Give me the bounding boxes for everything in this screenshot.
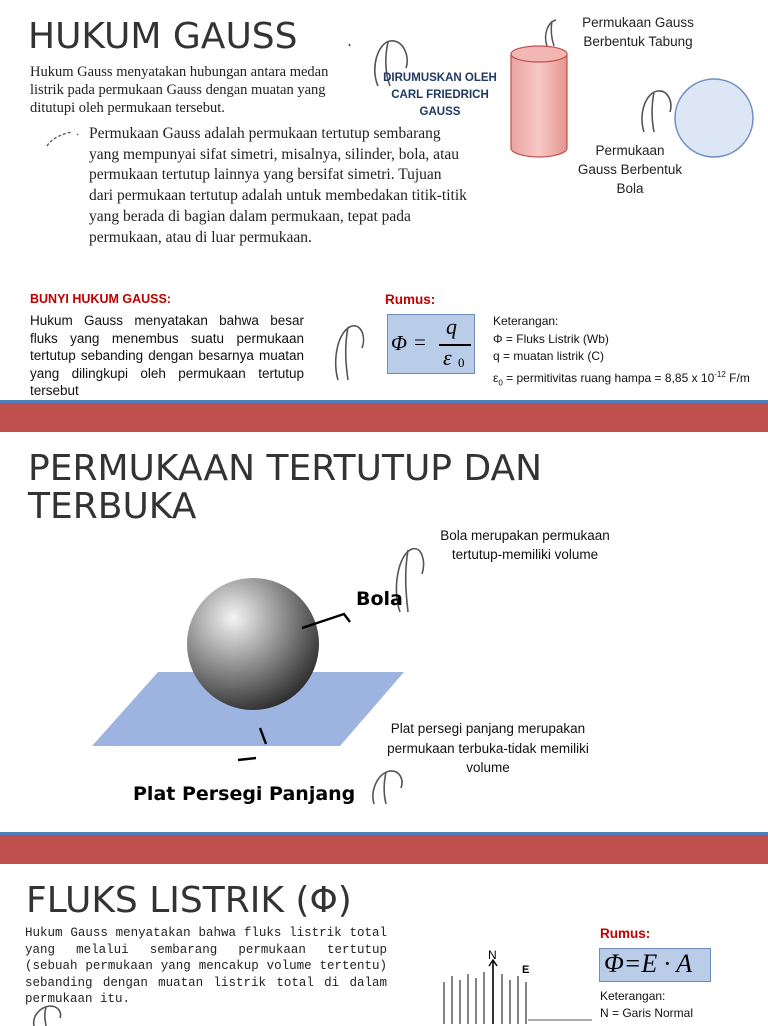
sphere-closed-note: Bola merupakan permukaan tertutup-memiliki volume: [440, 528, 610, 562]
keterangan-item: $\varepsilon_0$ = permitivitas ruang hampa = 8,85 x $10^{-12}$ F/m: [493, 369, 750, 387]
gauss-formula: [387, 314, 475, 374]
author-note: DIRUMUSKAN OLEH CARL FRIEDRICH GAUSS: [383, 72, 497, 118]
keterangan-heading: Keterangan:: [600, 989, 666, 1003]
sphere-label: Permukaan Gauss Berbentuk Bola: [577, 143, 683, 196]
formula-equals: =: [414, 330, 426, 354]
bola-pointer-line: [300, 600, 354, 630]
bola-label: Bola: [356, 588, 403, 610]
slide-separator-band: [0, 832, 768, 864]
keterangan-heading: Keterangan:: [493, 314, 559, 328]
cylinder-label: Permukaan Gauss Berbentuk Tabung: [582, 15, 694, 49]
keterangan-list: [493, 313, 750, 391]
annotation-mark-icon: [28, 1004, 72, 1026]
normal-label: N: [488, 948, 497, 962]
gauss-cylinder-shape: [508, 44, 570, 160]
slide1-title: HUKUM GAUSS: [28, 16, 298, 57]
rumus-heading: Rumus:: [385, 292, 436, 307]
annotation-dash-icon: [44, 128, 80, 148]
field-label: E: [522, 964, 530, 976]
annotation-mark-icon: [636, 88, 676, 134]
formula-denominator: ε: [443, 345, 452, 370]
annotation-mark-icon: [330, 322, 366, 382]
keterangan-item: q = muatan listrik (C): [493, 349, 605, 363]
annotation-mark-icon: [345, 40, 355, 50]
slide-separator-band: [0, 400, 768, 432]
plate-open-note: Plat persegi panjang merupakan permukaan terbuka-tidak memiliki volume: [387, 721, 589, 775]
slide3-title: FLUKS LISTRIK (Φ): [26, 880, 352, 921]
flux-text: Hukum Gauss menyatakan bahwa fluks listrik total yang melalui sembarang permukaan tertutup (sebuah permukaan yang mencakup volume tertentu) sebanding dengan muatan listrik total di dalam permukaan itu.: [25, 926, 387, 1006]
keterangan-item: N = Garis Normal: [600, 1006, 694, 1020]
flux-formula: [599, 948, 711, 982]
slide2-title: PERMUKAAN TERTUTUP DAN TERBUKA: [28, 448, 543, 527]
formula-numerator: q: [446, 314, 457, 339]
law-text: Hukum Gauss menyatakan bahwa besar fluks yang menembus suatu permukaan tertutup sebanding dengan besarnya muatan yang dilingkupi oleh permukaan tertutup tersebut: [30, 313, 304, 398]
gauss-surface-definition: Permukaan Gauss adalah permukaan tertutup sembarang yang mempunyai sifat simetri, misalnya, silinder, bola, atau permukaan tertutup lainnya yang bersifat simetri. Tujuan dari permukaan tertutup adalah untuk membedakan titik-titik yang berada di bagian dalam permukaan, tepat pada permukaan, atau di luar permukaan.: [89, 125, 467, 246]
flux-rumus-heading: Rumus:: [600, 926, 651, 941]
annotation-mark-icon: [368, 768, 408, 806]
plate-label: Plat Persegi Panjang: [133, 783, 356, 805]
gauss-intro-text: Hukum Gauss menyatakan hubungan antara medan listrik pada permukaan Gauss dengan muatan yang ditutupi oleh permukaan tersebut.: [30, 64, 329, 116]
keterangan-item: Φ = Fluks Listrik (Wb): [493, 331, 609, 346]
flux-keterangan-list: [600, 988, 693, 1022]
formula-denominator-sub: 0: [458, 355, 465, 370]
formula-flux-symbol: Φ: [391, 331, 407, 355]
flux-formula-text: Φ=E · A: [604, 949, 693, 978]
field-lines-diagram: [436, 960, 596, 1024]
plate-pointer-line: [232, 726, 272, 762]
gauss-sphere-shape: [674, 78, 756, 160]
law-heading: BUNYI HUKUM GAUSS:: [30, 292, 171, 306]
sphere-3d-shape: [185, 578, 325, 712]
